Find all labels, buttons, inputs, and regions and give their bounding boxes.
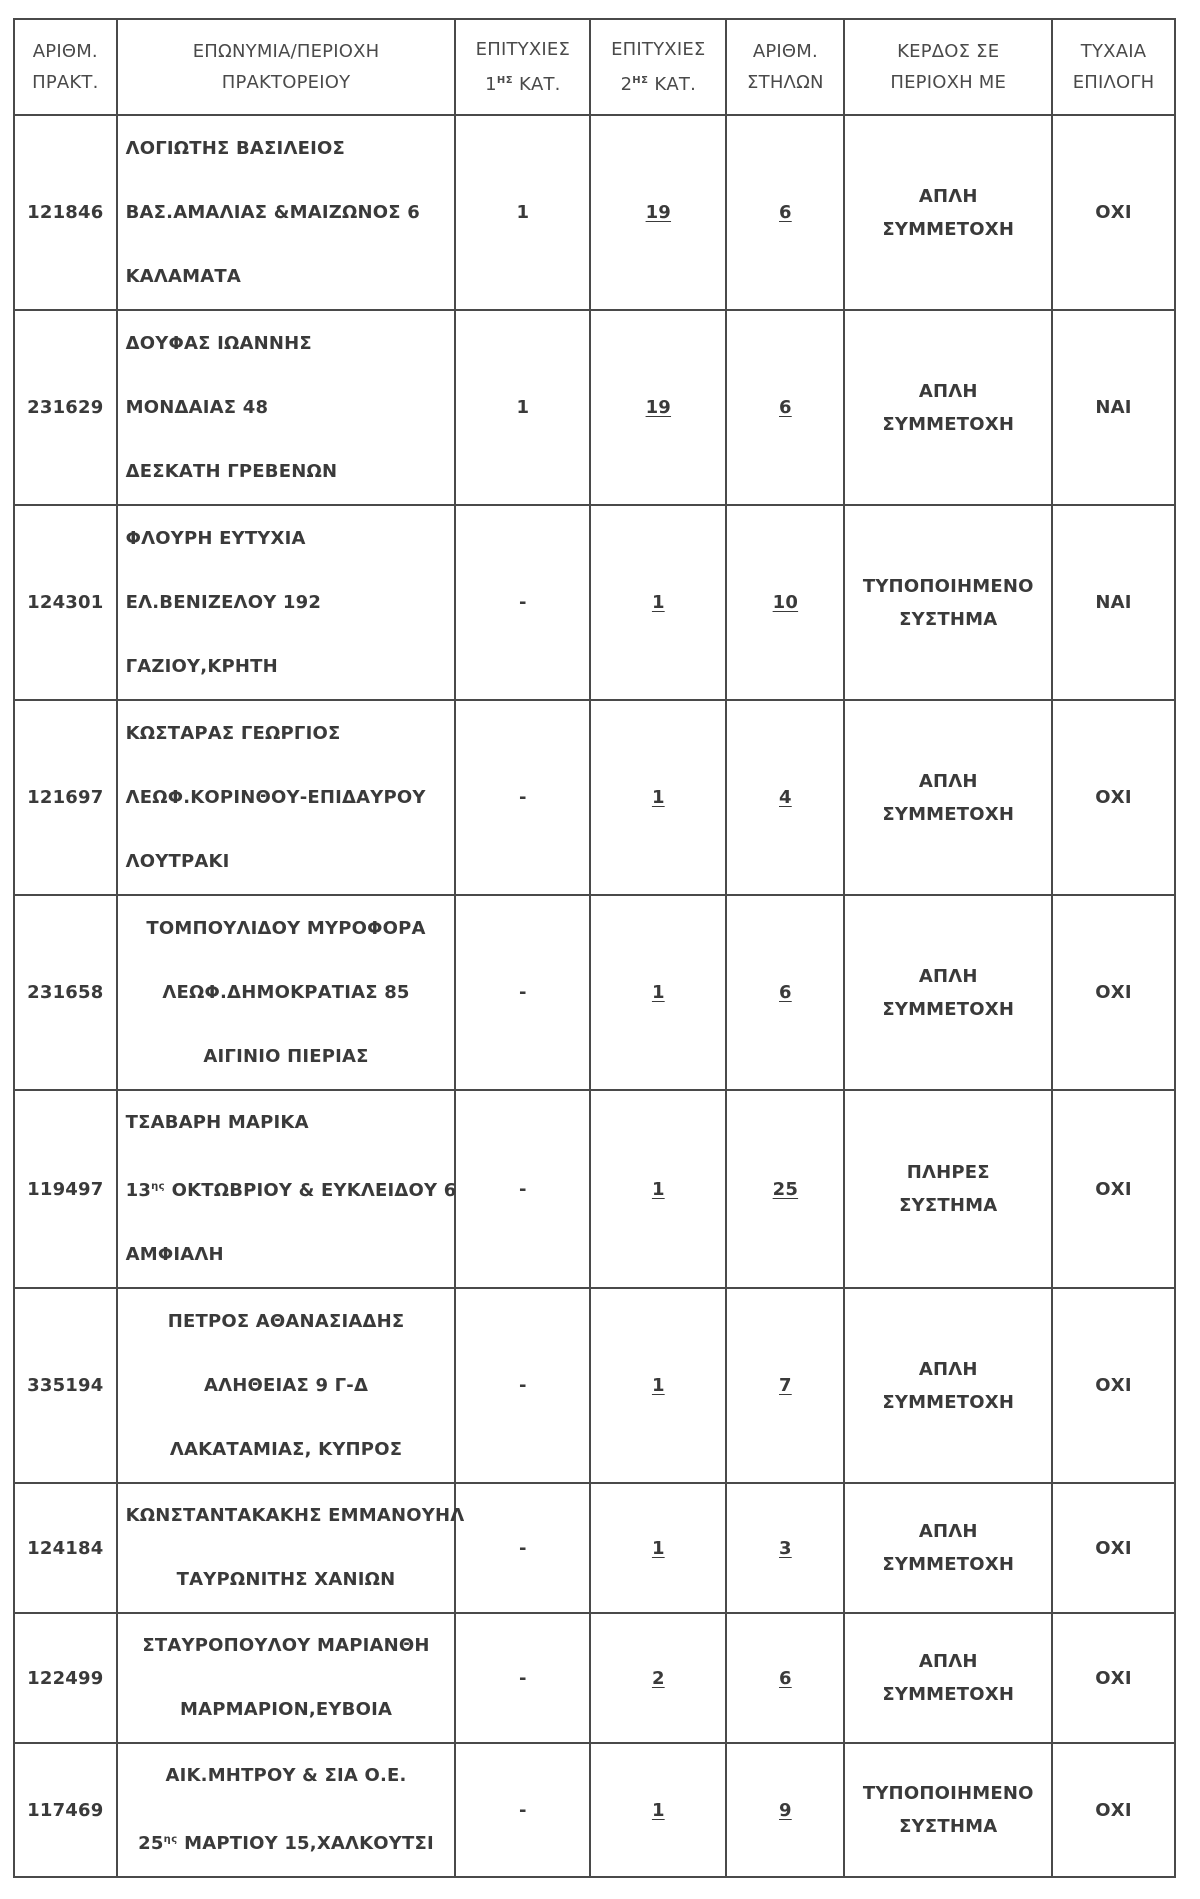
agency-name-address <box>117 505 456 700</box>
header-agency-code: ΑΡΙΘΜ. ΠΡΑΚΤ. <box>14 19 117 115</box>
gain-line: ΣΥΜΜΕΤΟΧΗ <box>882 998 1015 1020</box>
columns-count <box>726 1090 844 1288</box>
agency-line: ΜΑΡΜΑΡΙΟΝ,ΕΥΒΟΙΑ <box>179 1699 393 1720</box>
agency-line: ΒΑΣ.ΑΜΑΛΙΑΣ &ΜΑΙΖΩΝΟΣ 6 <box>125 201 420 223</box>
table-row <box>14 310 1175 505</box>
second-category-wins <box>590 115 726 310</box>
agency-code: 231658 <box>14 895 117 1090</box>
header-first-category: ΕΠΙΤΥΧΙΕΣ $1^{H\Sigma}$ ΚΑΤ. <box>455 19 590 115</box>
gain-line: ΣΥΣΤΗΜΑ <box>899 1816 998 1837</box>
agency-line: ΛΑΚΑΤΑΜΙΑΣ, ΚΥΠΡΟΣ <box>169 1438 403 1460</box>
second-category-link[interactable]: 1 <box>651 1178 665 1200</box>
random-pick: ΟΧΙ <box>1052 1288 1175 1483</box>
table-header <box>14 19 1175 115</box>
columns-count <box>726 700 844 895</box>
header-agency-name: ΕΠΩΝΥΜΙΑ/ΠΕΡΙΟΧΗ ΠΡΑΚΤΟΡΕΙΟΥ <box>117 19 456 115</box>
header-second-category: ΕΠΙΤΥΧΙΕΣ $2^{H\Sigma}$ ΚΑΤ. <box>590 19 726 115</box>
agency-line: ΚΑΛΑΜΑΤΑ <box>125 265 242 287</box>
agency-line: ΦΛΟΥΡΗ ΕΥΤΥΧΙΑ <box>125 527 306 549</box>
gain-line: ΠΛΗΡΕΣ <box>906 1162 990 1183</box>
agency-name-address <box>117 700 456 895</box>
agency-code: 121697 <box>14 700 117 895</box>
agency-name-address <box>117 1090 456 1288</box>
second-category-wins <box>590 1288 726 1483</box>
columns-link[interactable]: 6 <box>779 397 792 418</box>
second-category-link[interactable]: 2 <box>651 1667 665 1689</box>
random-pick: ΝΑΙ <box>1052 505 1175 700</box>
agency-name-address <box>117 895 456 1090</box>
agency-line: ΛΟΓΙΩΤΗΣ ΒΑΣΙΛΕΙΟΣ <box>125 137 345 159</box>
random-pick: ΟΧΙ <box>1052 1613 1175 1743</box>
agency-line: ΚΩΝΣΤΑΝΤΑΚΑΚΗΣ ΕΜΜΑΝΟΥΗΛ <box>125 1505 465 1526</box>
columns-count <box>726 1483 844 1613</box>
columns-count <box>726 1288 844 1483</box>
first-category-wins: - <box>455 1613 590 1743</box>
random-pick: ΟΧΙ <box>1052 1483 1175 1613</box>
header-gain-type: ΚΕΡΔΟΣ ΣΕ ΠΕΡΙΟΧΗ ΜΕ <box>844 19 1052 115</box>
agency-line: ΛΟΥΤΡΑΚΙ <box>125 850 230 872</box>
second-category-link[interactable]: 1 <box>651 1799 665 1821</box>
gain-type <box>844 1483 1052 1613</box>
agency-line: ΠΕΤΡΟΣ ΑΘΑΝΑΣΙΑΔΗΣ <box>167 1310 405 1332</box>
gain-type <box>844 700 1052 895</box>
second-category-link[interactable]: 1 <box>651 1537 665 1559</box>
agency-line: ΑΙΚ.ΜΗΤΡΟΥ & ΣΙΑ Ο.Ε. <box>165 1765 407 1786</box>
second-category-wins <box>590 310 726 505</box>
gain-line: ΣΥΜΜΕΤΟΧΗ <box>882 218 1015 240</box>
agency-code: 124301 <box>14 505 117 700</box>
agency-code: 119497 <box>14 1090 117 1288</box>
agency-name-address <box>117 1743 456 1877</box>
agency-line: $25^{\eta\varsigma}$ ΜΑΡΤΙΟΥ 15,ΧΑΛΚΟΥΤΣΙ <box>138 1833 434 1854</box>
first-category-wins: - <box>455 700 590 895</box>
columns-link[interactable]: 3 <box>779 1537 792 1559</box>
first-category-wins: - <box>455 1483 590 1613</box>
agency-line: ΑΛΗΘΕΙΑΣ 9 Γ-Δ <box>203 1374 369 1396</box>
results-table <box>13 18 1176 1878</box>
agency-line: ΛΕΩΦ.ΔΗΜΟΚΡΑΤΙΑΣ 85 <box>162 981 410 1003</box>
second-category-wins <box>590 1613 726 1743</box>
columns-link[interactable]: 25 <box>772 1178 799 1200</box>
columns-link[interactable]: 10 <box>772 592 799 613</box>
columns-link[interactable]: 9 <box>779 1799 792 1821</box>
first-category-wins: - <box>455 1288 590 1483</box>
agency-code: 231629 <box>14 310 117 505</box>
gain-type <box>844 310 1052 505</box>
table-row <box>14 1613 1175 1743</box>
second-category-link[interactable]: 19 <box>645 397 672 418</box>
table-row <box>14 115 1175 310</box>
agency-name-address <box>117 1613 456 1743</box>
agency-name-address <box>117 1288 456 1483</box>
random-pick: ΟΧΙ <box>1052 1090 1175 1288</box>
columns-count <box>726 895 844 1090</box>
second-category-link[interactable]: 1 <box>651 592 665 613</box>
second-category-wins <box>590 895 726 1090</box>
gain-line: ΣΥΜΜΕΤΟΧΗ <box>882 1684 1015 1705</box>
gain-line: ΑΠΛΗ <box>918 1521 978 1542</box>
gain-line: ΣΥΜΜΕΤΟΧΗ <box>882 1391 1015 1413</box>
random-pick: ΟΧΙ <box>1052 115 1175 310</box>
second-category-wins <box>590 1483 726 1613</box>
second-category-link[interactable]: 1 <box>651 982 665 1003</box>
table-row <box>14 895 1175 1090</box>
random-pick: ΟΧΙ <box>1052 895 1175 1090</box>
agency-code: 122499 <box>14 1613 117 1743</box>
second-category-link[interactable]: 19 <box>645 202 672 223</box>
agency-line: ΔΕΣΚΑΤΗ ΓΡΕΒΕΝΩΝ <box>125 460 338 482</box>
table-row <box>14 1483 1175 1613</box>
gain-line: ΤΥΠΟΠΟΙΗΜΕΝΟ <box>862 575 1034 597</box>
gain-type <box>844 1743 1052 1877</box>
columns-count <box>726 310 844 505</box>
agency-line: ΔΟΥΦΑΣ ΙΩΑΝΝΗΣ <box>125 332 312 354</box>
header-columns: ΑΡΙΘΜ. ΣΤΗΛΩΝ <box>726 19 844 115</box>
table-row <box>14 700 1175 895</box>
agency-code: 124184 <box>14 1483 117 1613</box>
gain-line: ΣΥΣΤΗΜΑ <box>899 608 998 630</box>
gain-type <box>844 1288 1052 1483</box>
gain-line: ΣΥΣΤΗΜΑ <box>899 1195 998 1216</box>
agency-code: 117469 <box>14 1743 117 1877</box>
columns-count <box>726 1613 844 1743</box>
second-category-wins <box>590 1743 726 1877</box>
gain-line: ΑΠΛΗ <box>918 965 978 987</box>
first-category-wins: - <box>455 1743 590 1877</box>
gain-type <box>844 1090 1052 1288</box>
first-category-wins: - <box>455 505 590 700</box>
gain-line: ΑΠΛΗ <box>918 380 978 402</box>
first-category-wins: 1 <box>455 310 590 505</box>
columns-link[interactable]: 7 <box>779 1375 792 1396</box>
second-category-link[interactable]: 1 <box>651 787 665 808</box>
agency-line: ΤΑΥΡΩΝΙΤΗΣ ΧΑΝΙΩΝ <box>176 1569 396 1590</box>
header-random-pick: ΤΥΧΑΙΑ ΕΠΙΛΟΓΗ <box>1052 19 1175 115</box>
gain-line: ΤΥΠΟΠΟΙΗΜΕΝΟ <box>862 1783 1034 1804</box>
gain-type <box>844 895 1052 1090</box>
agency-line: $13^{\eta\varsigma}$ ΟΚΤΩΒΡΙΟΥ & ΕΥΚΛΕΙΔΟΥ 6 <box>125 1180 457 1201</box>
second-category-wins <box>590 1090 726 1288</box>
agency-line: ΚΩΣΤΑΡΑΣ ΓΕΩΡΓΙΟΣ <box>125 722 341 744</box>
gain-line: ΑΠΛΗ <box>918 1651 978 1672</box>
table-row <box>14 1288 1175 1483</box>
columns-link[interactable]: 6 <box>779 1667 792 1689</box>
first-category-wins: 1 <box>455 115 590 310</box>
agency-line: ΤΟΜΠΟΥΛΙΔΟΥ ΜΥΡΟΦΟΡΑ <box>146 917 426 939</box>
columns-link[interactable]: 6 <box>779 202 792 223</box>
first-category-wins: - <box>455 1090 590 1288</box>
gain-line: ΑΠΛΗ <box>918 1358 978 1380</box>
columns-count <box>726 505 844 700</box>
agency-name-address <box>117 115 456 310</box>
agency-name-address <box>117 310 456 505</box>
gain-line: ΣΥΜΜΕΤΟΧΗ <box>882 803 1015 825</box>
agency-line: ΓΑΖΙΟΥ,ΚΡΗΤΗ <box>125 655 278 677</box>
agency-line: ΛΕΩΦ.ΚΟΡΙΝΘΟΥ-ΕΠΙΔΑΥΡΟΥ <box>125 786 426 808</box>
table-row <box>14 1743 1175 1877</box>
agency-code: 335194 <box>14 1288 117 1483</box>
table-body <box>14 115 1175 1877</box>
columns-count <box>726 115 844 310</box>
second-category-link[interactable]: 1 <box>651 1375 665 1396</box>
random-pick: ΟΧΙ <box>1052 1743 1175 1877</box>
gain-type <box>844 115 1052 310</box>
gain-line: ΣΥΜΜΕΤΟΧΗ <box>882 1554 1015 1575</box>
random-pick: ΟΧΙ <box>1052 700 1175 895</box>
table-row <box>14 1090 1175 1288</box>
gain-line: ΣΥΜΜΕΤΟΧΗ <box>882 413 1015 435</box>
agency-code: 121846 <box>14 115 117 310</box>
agency-line: ΣΤΑΥΡΟΠΟΥΛΟΥ ΜΑΡΙΑΝΘΗ <box>142 1635 430 1656</box>
table-row <box>14 505 1175 700</box>
columns-link[interactable]: 6 <box>779 982 792 1003</box>
first-category-wins: - <box>455 895 590 1090</box>
agency-line: ΑΙΓΙΝΙΟ ΠΙΕΡΙΑΣ <box>203 1045 369 1067</box>
second-category-wins <box>590 505 726 700</box>
columns-link[interactable]: 4 <box>779 787 792 808</box>
gain-line: ΑΠΛΗ <box>918 185 978 207</box>
agency-line: ΤΣΑΒΑΡΗ ΜΑΡΙΚΑ <box>125 1112 309 1133</box>
agency-line: ΜΟΝΔΑΙΑΣ 48 <box>125 396 269 418</box>
agency-name-address <box>117 1483 465 1613</box>
agency-line: ΕΛ.ΒΕΝΙΖΕΛΟΥ 192 <box>125 591 322 613</box>
second-category-wins <box>590 700 726 895</box>
gain-type <box>844 505 1052 700</box>
columns-count <box>726 1743 844 1877</box>
agency-line: ΑΜΦΙΑΛΗ <box>125 1244 224 1265</box>
gain-type <box>844 1613 1052 1743</box>
gain-line: ΑΠΛΗ <box>918 770 978 792</box>
random-pick: ΝΑΙ <box>1052 310 1175 505</box>
